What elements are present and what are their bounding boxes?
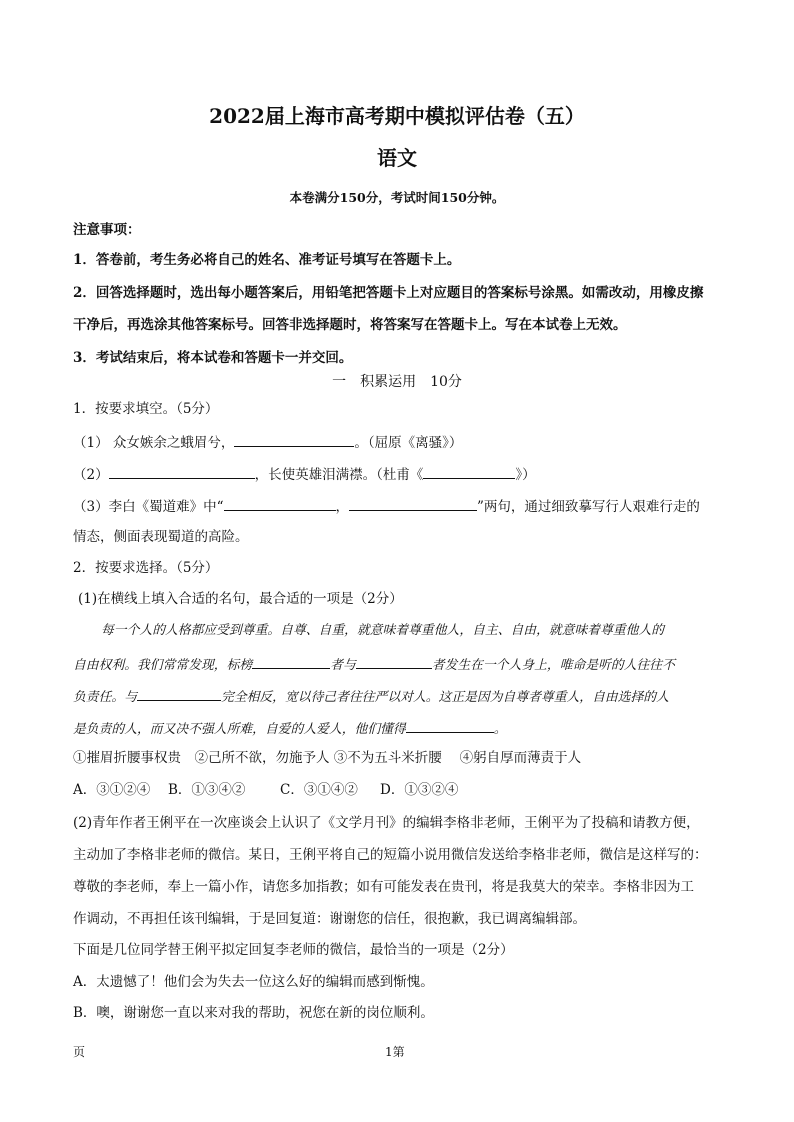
answer-blank[interactable] bbox=[109, 464, 255, 479]
answer-blank[interactable] bbox=[423, 464, 515, 479]
choice-d[interactable]: D．①③②④ bbox=[380, 782, 459, 798]
passage-text: 是负责的人，而又决不强人所难，自爱的人爱人，他们懂得 bbox=[73, 722, 406, 737]
q2-sub2-question: 下面是几位同学替王俐平拟定回复李老师的微信，最恰当的一项是（2分） bbox=[73, 942, 514, 958]
note-item-2: 2．回答选择题时，选出每小题答案后，用铅笔把答题卡上对应题目的答案标号涂黑。如需改动，用橡皮擦 bbox=[73, 285, 704, 301]
answer-option-b[interactable]: B．噢，谢谢您一直以来对我的帮助，祝您在新的岗位顺利。 bbox=[73, 1005, 434, 1021]
footer-page-number: 1第 bbox=[385, 1045, 405, 1059]
q1-part-3-text: （3）李白《蜀道难》中“ bbox=[73, 499, 224, 515]
q1-part-2 bbox=[73, 464, 536, 484]
choice-b[interactable]: B．①③④② bbox=[168, 782, 246, 798]
note-item-1: 1．答卷前，考生务必将自己的姓名、准考证号填写在答题卡上。 bbox=[73, 252, 461, 268]
q2-sub2-line-1: (2)青年作者王俐平在一次座谈会上认识了《文学月刊》的编辑李格非老师，王俐平为了投稿和请教方便， bbox=[73, 815, 700, 831]
q2-options: ①摧眉折腰事权贵 ②己所不欲，勿施予人 ③不为五斗米折腰 ④躬自厚而薄责于人 bbox=[73, 750, 582, 766]
answer-blank[interactable] bbox=[252, 654, 330, 669]
section-1-heading: 一 积累运用 10分 bbox=[332, 374, 462, 390]
q2-sub2-line-3: 尊敬的李老师，奉上一篇小作，请您多加指教；如有可能发表在贵刊，将是我莫大的荣幸。李格非因为工 bbox=[73, 879, 694, 895]
passage-text: 。 bbox=[493, 722, 507, 737]
q2-choices bbox=[73, 781, 458, 799]
exam-title: 2022届上海市高考期中模拟评估卷（五） bbox=[209, 104, 585, 128]
answer-blank[interactable] bbox=[349, 496, 477, 511]
passage-text: 自由权利。我们常常发现，标榜 bbox=[73, 658, 253, 673]
q2-stem: 2．按要求选择。（5分） bbox=[73, 560, 219, 576]
passage-line-3 bbox=[73, 686, 669, 707]
note-item-2-cont: 干净后，再选涂其他答案标号。回答非选择题时，将答案写在答题卡上。写在本试卷上无效。 bbox=[73, 317, 627, 333]
passage-text: 者发生在一个人身上，唯命是听的人往往不 bbox=[431, 658, 675, 673]
q1-part-3-desc: ”两句，通过细致摹写行人艰难行走的 bbox=[477, 499, 700, 515]
answer-blank[interactable] bbox=[406, 718, 494, 733]
passage-line-1: 每一个人的人格都应受到尊重。自尊、自重，就意味着尊重他人，自主、自由，就意味着尊重他人的 bbox=[101, 623, 665, 638]
q1-stem: 1．按要求填空。（5分） bbox=[73, 401, 219, 417]
exam-meta: 本卷满分150分，考试时间150分钟。 bbox=[289, 190, 505, 205]
subject-title: 语文 bbox=[377, 146, 417, 170]
choice-a[interactable]: A．③①②④ bbox=[73, 782, 151, 798]
answer-option-a[interactable]: A．太遗憾了！他们会为失去一位这么好的编辑而感到惭愧。 bbox=[73, 974, 434, 990]
passage-line-4 bbox=[73, 718, 507, 739]
q1-part-1-source: 。（屈原《离骚》） bbox=[354, 435, 463, 451]
q1-part-3-cont: 情态，侧面表现蜀道的高险。 bbox=[73, 529, 249, 545]
passage-text: 完全相反，宽以待己者往往严以对人。这正是因为自尊者尊重人，自由选择的人 bbox=[220, 690, 669, 705]
q1-part-3 bbox=[73, 496, 700, 516]
q1-part-1 bbox=[73, 432, 462, 452]
passage-line-2 bbox=[73, 654, 675, 675]
answer-blank[interactable] bbox=[234, 432, 354, 447]
q2-sub2-line-4: 作调动，不再担任该刊编辑，于是回复道：谢谢您的信任，很抱歉，我已调离编辑部。 bbox=[73, 911, 586, 927]
passage-text: 者与 bbox=[330, 658, 356, 673]
note-item-3: 3．考试结束后，将本试卷和答题卡一并交回。 bbox=[73, 350, 353, 366]
notes-heading: 注意事项： bbox=[73, 222, 141, 238]
q1-part-2-close: 》） bbox=[515, 467, 536, 483]
q1-part-2-label: （2） bbox=[73, 467, 109, 483]
q2-sub2-line-2: 主动加了李格非老师的微信。某日，王俐平将自己的短篇小说用微信发送给李格非老师，微信是这样写的： bbox=[73, 847, 708, 863]
footer-page-label: 页 bbox=[73, 1045, 86, 1059]
choice-c[interactable]: C．③①④② bbox=[280, 782, 358, 798]
passage-text: 负责任。与 bbox=[73, 690, 137, 705]
q2-sub1-stem: (1)在横线上填入合适的名句，最合适的一项是（2分） bbox=[78, 591, 403, 607]
answer-blank[interactable] bbox=[224, 496, 336, 511]
q1-part-2-text: ，长使英雄泪满襟。（杜甫《 bbox=[254, 467, 424, 483]
answer-blank[interactable] bbox=[137, 686, 221, 701]
q1-part-1-text: （1） 众女嫉余之蛾眉兮， bbox=[73, 435, 235, 451]
q1-part-3-comma: ， bbox=[335, 499, 349, 515]
answer-blank[interactable] bbox=[356, 654, 432, 669]
